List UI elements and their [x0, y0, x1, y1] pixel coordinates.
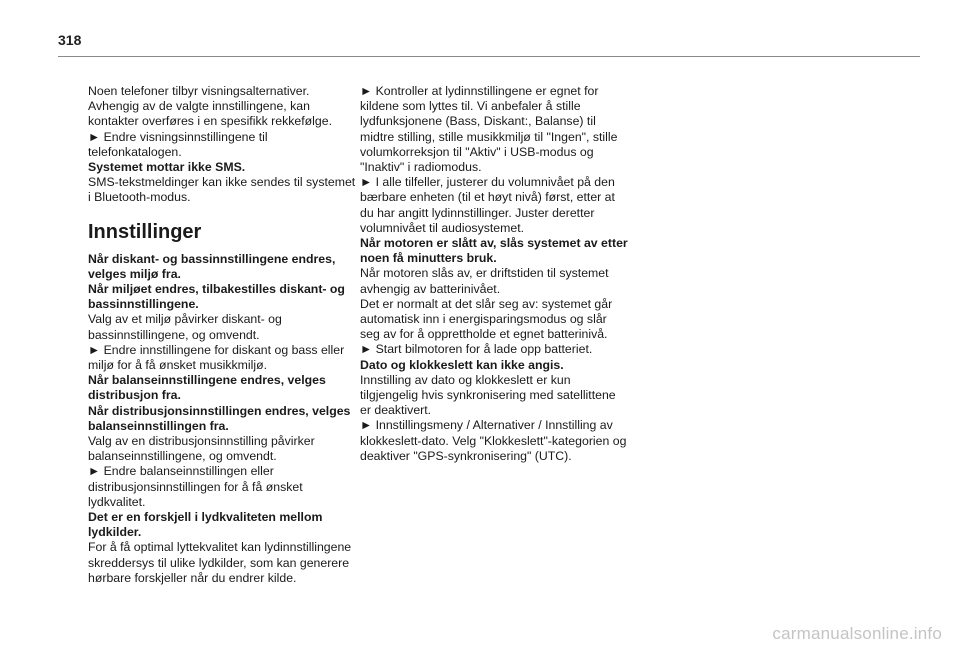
- paragraph: Når motoren slås av, er driftstiden til systemet avhengig av batterinivået.: [360, 266, 609, 296]
- watermark-text: carmanualsonline.info: [772, 624, 942, 643]
- paragraph: SMS-tekstmeldinger kan ikke sendes til systemet i Bluetooth-modus.: [88, 175, 356, 205]
- paragraph: For å få optimal lyttekvalitet kan lydinnstillingene skreddersys til ulike lydkilder, som kan generere hørbare forskjeller når du endrer kilde.: [88, 540, 352, 585]
- paragraph: Valg av en distribusjonsinnstilling påvirker balanseinnstillingene, og omvendt.: [88, 434, 315, 464]
- right-column: [360, 84, 628, 464]
- bold-paragraph: Det er en forskjell i lydkvaliteten mellom lydkilder.: [88, 510, 323, 540]
- paragraph: Noen telefoner tilbyr visningsalternativer.: [88, 84, 310, 98]
- settings-paragraphs: [88, 252, 356, 586]
- bold-paragraph: Når distribusjonsinnstillingen endres, velges balanseinnstillingen fra.: [88, 403, 351, 433]
- intro-paragraphs: [88, 84, 356, 206]
- left-column: [88, 84, 356, 586]
- bold-paragraph: Dato og klokkeslett kan ikke angis.: [360, 357, 564, 372]
- paragraph: Avhengig av de valgte innstillingene, kan kontakter overføres i en spesifikk rekkefølge.: [88, 99, 332, 129]
- paragraph: Valg av et miljø påvirker diskant- og bassinnstillingene, og omvendt.: [88, 312, 282, 342]
- bold-paragraph: Når diskant- og bassinnstillingene endres, velges miljø fra.: [88, 251, 336, 281]
- bold-paragraph: Når balanseinnstillingene endres, velges distribusjon fra.: [88, 373, 326, 403]
- right-paragraphs: [360, 84, 628, 464]
- paragraph: ► Endre balanseinnstillingen eller distribusjonsinnstillingen for å få ønsket lydkvalitet.: [88, 464, 303, 509]
- paragraph: Det er normalt at det slår seg av: systemet går automatisk inn i energisparingsmodus og slår seg av for å opprettholde et egnet batterinivå.: [360, 296, 613, 342]
- bold-paragraph: Systemet mottar ikke SMS.: [88, 160, 246, 175]
- bold-paragraph: Når miljøet endres, tilbakestilles diskant- og bassinnstillingene.: [88, 282, 345, 312]
- bold-paragraph: Når motoren er slått av, slås systemet av etter noen få minutters bruk.: [360, 236, 628, 266]
- paragraph: ► Endre visningsinnstillingene til telefonkatalogen.: [88, 129, 268, 159]
- paragraph: Innstilling av dato og klokkeslett er kun tilgjengelig hvis synkronisering med satellittene er deaktivert.: [360, 372, 616, 418]
- header-divider: [58, 56, 920, 57]
- paragraph: ► Innstillingsmeny / Alternativer / Innstilling av klokkeslett-dato. Velg "Klokkeslett"-kategorien og deaktiver "GPS-synkronisering" (UTC).: [360, 418, 627, 463]
- section-heading: Innstillinger: [88, 220, 202, 243]
- paragraph: ► Kontroller at lydinnstillingene er egnet for kildene som lyttes til. Vi anbefaler å stille lydfunksjonene (Bass, Diskant:, Balanse) til midtre stilling, stille musikkmiljø til "Ingen", stille volumkorreksjon til "Aktiv" i USB-modus og "Inaktiv" i radiomodus.: [360, 84, 618, 175]
- paragraph: ► I alle tilfeller, justerer du volumnivået på den bærbare enheten (til et høyt nivå) først, etter at du har angitt lydinnstillinger. Juster deretter volumnivået til audiosystemet.: [360, 175, 615, 235]
- paragraph: ► Endre innstillingene for diskant og bass eller miljø for å få ønsket musikkmiljø.: [88, 342, 345, 373]
- page-number: 318: [58, 32, 82, 48]
- paragraph: ► Start bilmotoren for å lade opp batteriet.: [360, 342, 593, 357]
